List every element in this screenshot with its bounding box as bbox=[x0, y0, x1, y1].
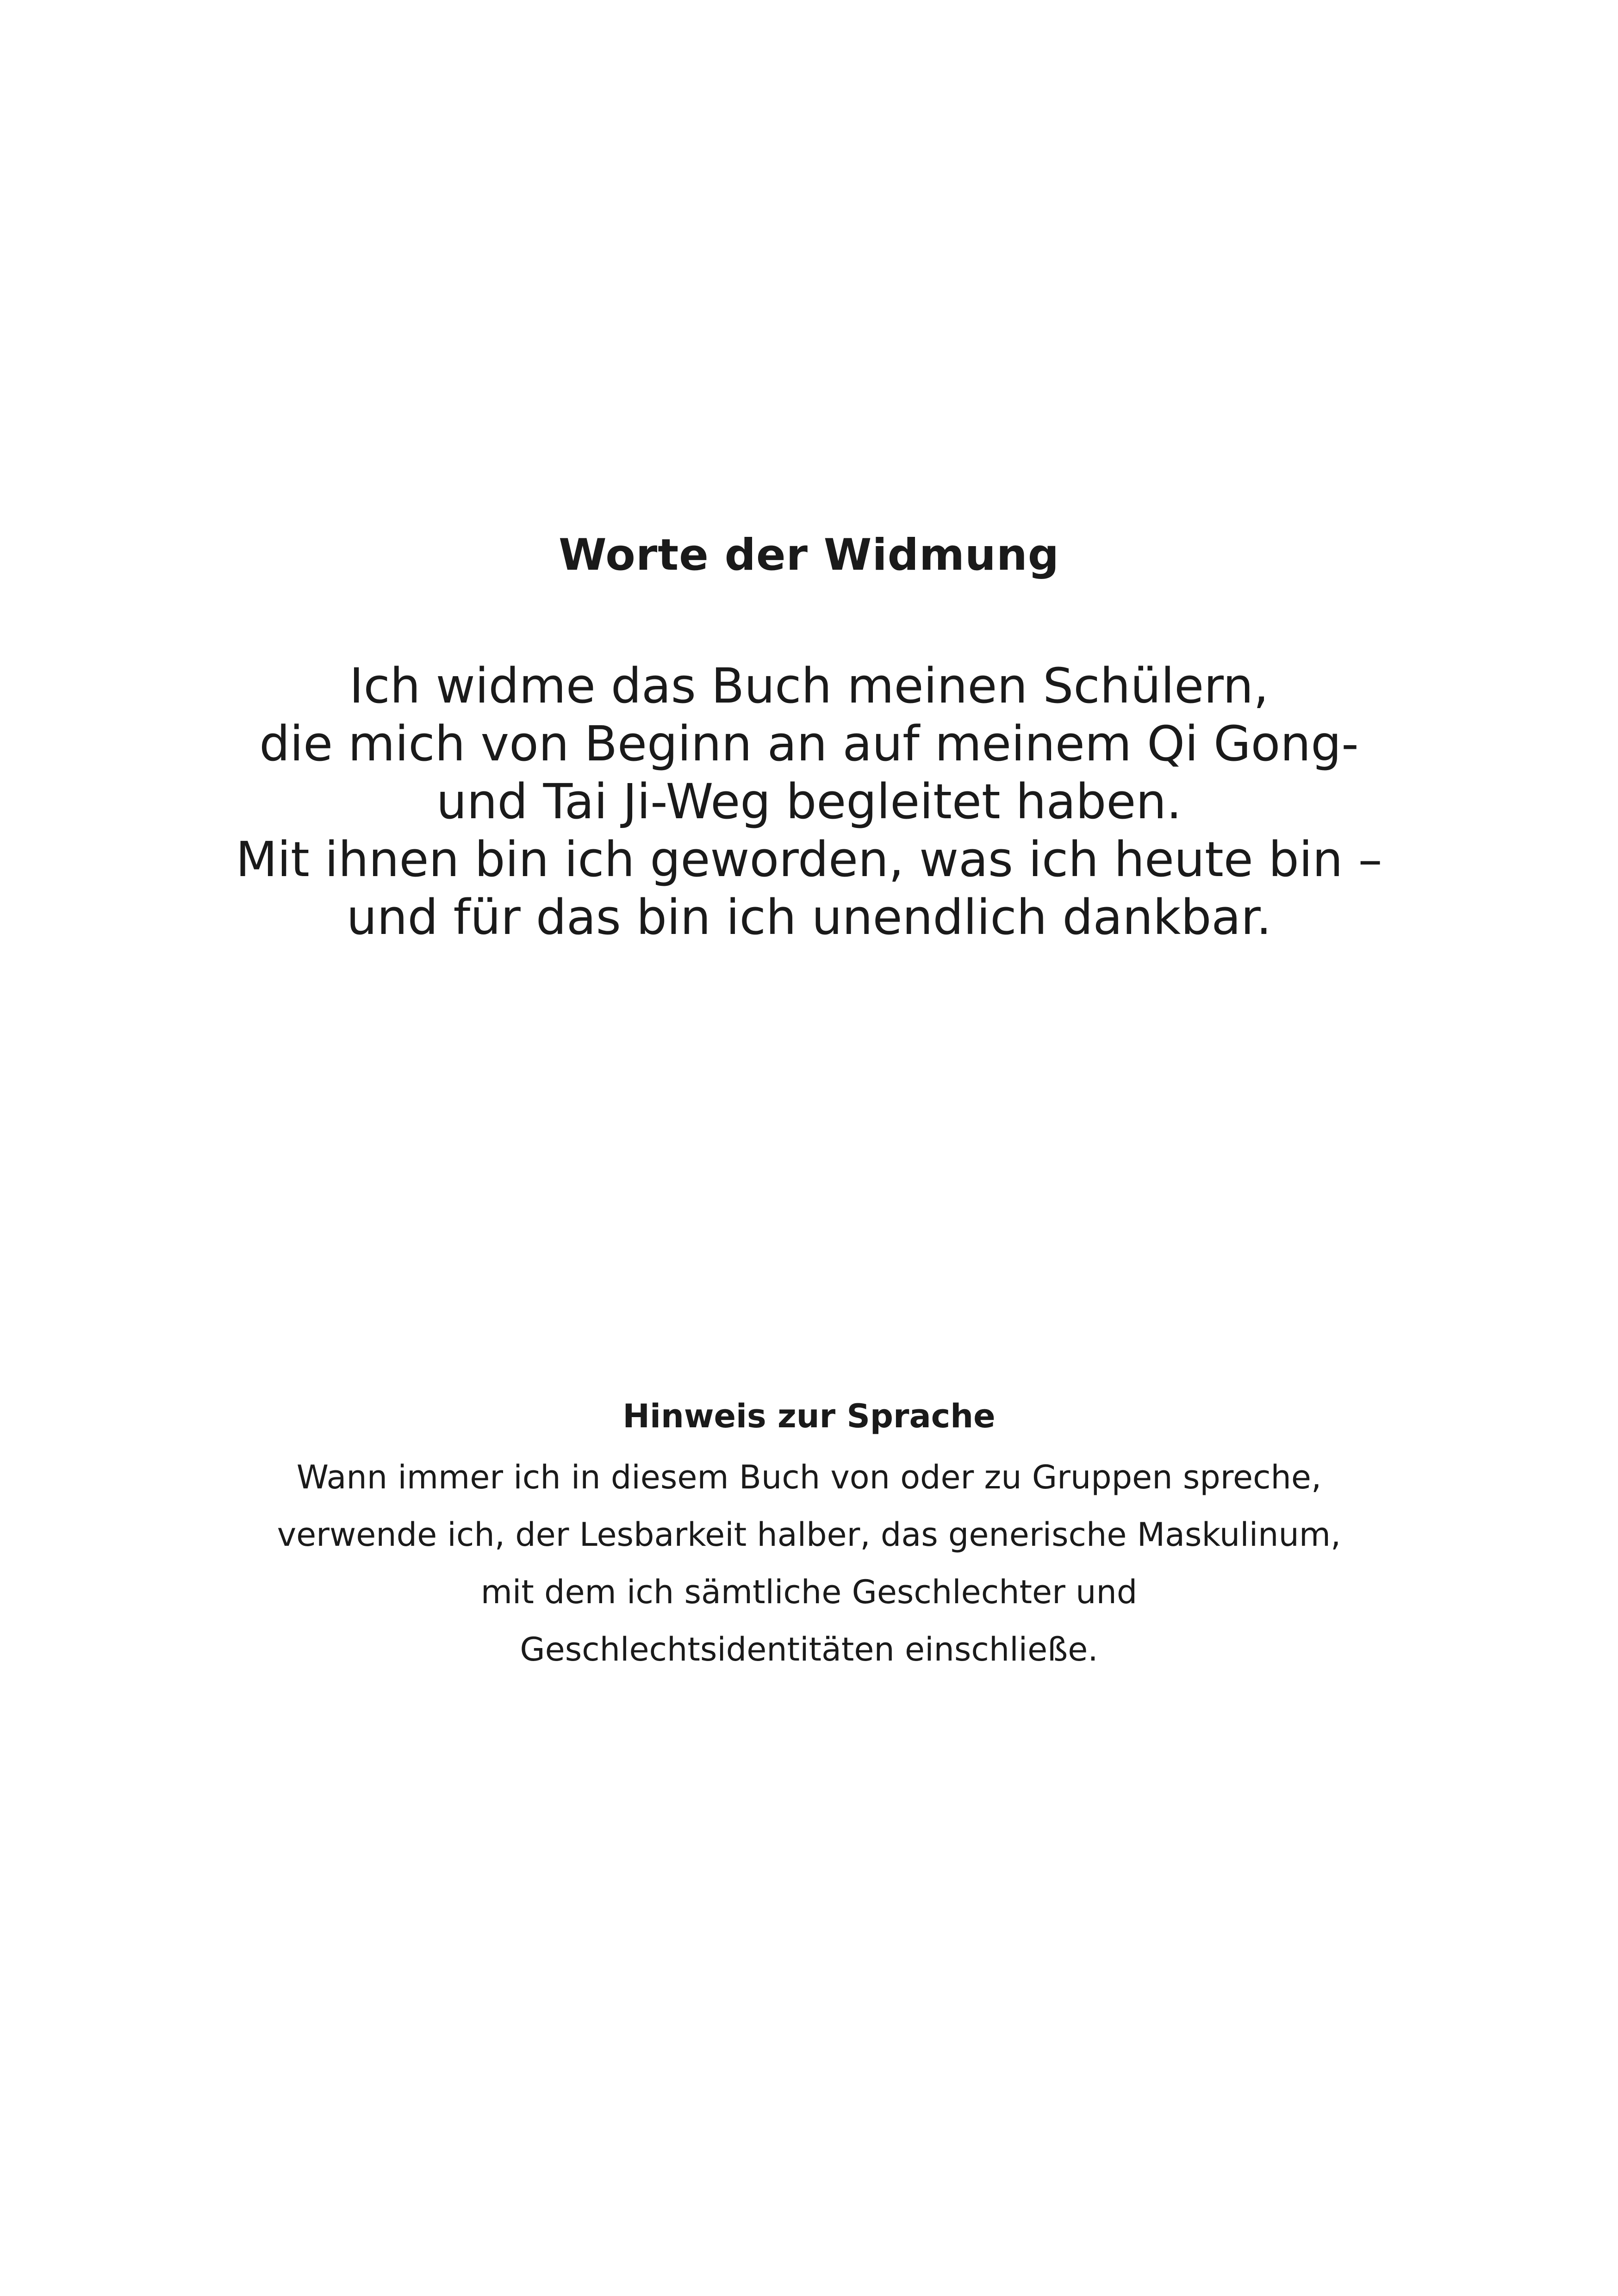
language-note-title: Hinweis zur Sprache bbox=[622, 1397, 996, 1435]
dedication-text bbox=[0, 657, 1618, 946]
language-note-text bbox=[0, 1449, 1618, 1678]
language-note-line: mit dem ich sämtliche Geschlechter und bbox=[480, 1573, 1138, 1611]
language-note-line: Geschlechtsidentitäten einschließe. bbox=[520, 1630, 1098, 1668]
language-note-section bbox=[0, 1393, 1618, 1678]
dedication-line: Ich widme das Buch meinen Schülern, bbox=[349, 658, 1269, 714]
dedication-line: Mit ihnen bin ich geworden, was ich heute bin – bbox=[236, 831, 1382, 888]
dedication-section bbox=[0, 528, 1618, 946]
dedication-line: die mich von Beginn an auf meinem Qi Gong- bbox=[259, 716, 1359, 772]
language-note-line: verwende ich, der Lesbarkeit halber, das generische Maskulinum, bbox=[277, 1516, 1341, 1554]
dedication-line: und Tai Ji-Weg begleitet haben. bbox=[436, 773, 1182, 830]
dedication-line: und für das bin ich unendlich dankbar. bbox=[346, 889, 1272, 946]
language-note-line: Wann immer ich in diesem Buch von oder zu Gruppen spreche, bbox=[296, 1458, 1322, 1496]
dedication-title: Worte der Widmung bbox=[558, 530, 1060, 580]
